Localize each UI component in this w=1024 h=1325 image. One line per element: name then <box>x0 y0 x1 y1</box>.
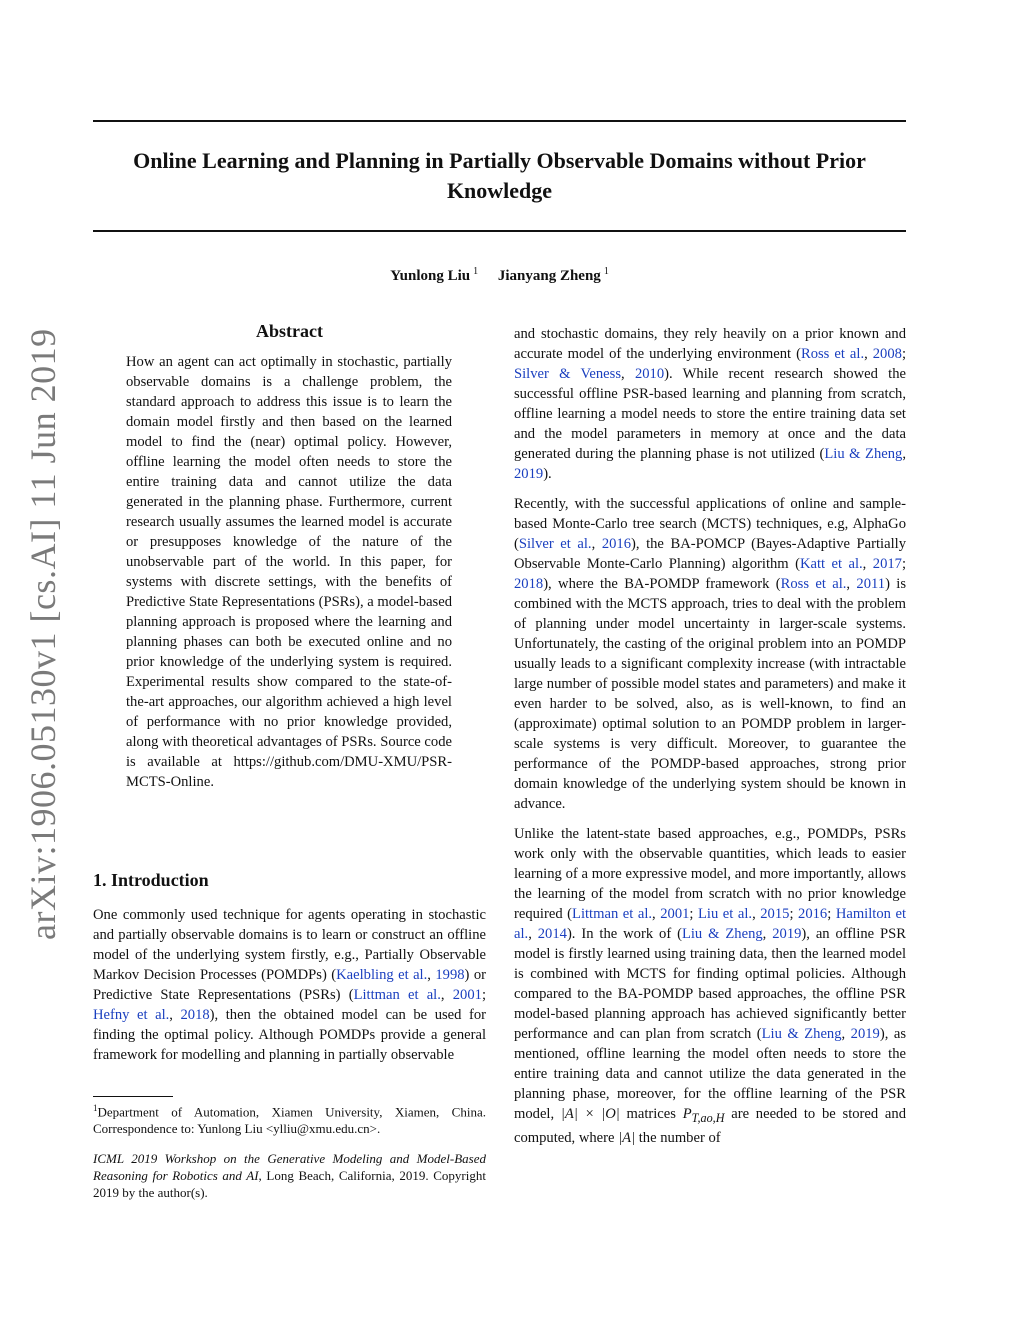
citation-link[interactable]: 2018 <box>180 1007 210 1023</box>
abstract-text: How an agent can act optimally in stochastic, partially observable domains is a challenge problem, the standard approach to address this issue is to learn the domain model firstly and then based on the learned model to find the (near) optimal policy. However, offline learning the model often needs to store the entire training data and cannot utilize the data generated in the planning phase. Furthermore, current research usually assumes the learned model is accurate or presupposes knowledge of the nature of the unobservable part of the world. In this paper, for systems with discrete settings, with the benefits of Predictive State Representations (PSRs), a model-based planning approach is proposed where the learning and planning phases can both be executed online and no prior knowledge of the underlying system is required. Experimental results show compared to the state-of-the-art approaches, our algorithm achieved a high level of performance with no prior knowledge provided, along with theoretical advantages of PSRs. Source code is available at https://github.com/DMU-XMU/PSR-MCTS-Online. <box>126 354 452 790</box>
text-run: Recently, with the successful applications of online and sample-based Monte-Carlo tree search (MCTS) techniques, e.g, AlphaGo ( <box>514 496 906 552</box>
workshop-details: , Long Beach, California, 2019. Copyright 2019 by the author(s). <box>93 1168 486 1200</box>
math-expression: |A| <box>618 1129 636 1146</box>
text-run: ), where the BA-POMDP framework ( <box>543 576 781 592</box>
text-run: ) or Predictive State Representations (PSRs) ( <box>93 967 487 1003</box>
text-run: matrices <box>619 1106 683 1122</box>
workshop-venue: ICML 2019 Workshop on the Generative Modeling and Model-Based Reasoning for Robotics and AI <box>93 1151 486 1183</box>
author-name: Yunlong Liu <box>390 268 471 284</box>
author-name: Jianyang Zheng <box>497 268 601 284</box>
citation-link[interactable]: Hefny et al. <box>93 1007 170 1023</box>
title-rule-bottom <box>93 230 906 232</box>
citation-link[interactable]: 2016 <box>798 906 828 922</box>
author-affiliation: 1 <box>603 266 609 277</box>
title-rule-top <box>93 120 906 122</box>
text-run: ; <box>827 906 836 922</box>
citation-link[interactable]: Kaelbling et al. <box>336 967 428 983</box>
citation-link[interactable]: Liu & Zheng <box>824 446 903 462</box>
text-run: , <box>652 906 661 922</box>
text-run: ). While recent research showed the successful offline PSR-based learning and planning from scratch, offline learning a model needs to store the entire training data set and the model parameters in memory at once and the data generated during the planning phase is not utilized ( <box>514 366 907 462</box>
text-run: and stochastic domains, they rely heavily on a prior known and accurate model of the underlying environment ( <box>514 326 906 362</box>
text-run: , <box>169 1007 181 1023</box>
text-run: , <box>528 926 538 942</box>
citation-link[interactable]: 2008 <box>872 346 902 362</box>
citation-link[interactable]: 2015 <box>760 906 790 922</box>
math-expression: |A| × |O| <box>560 1106 620 1122</box>
citation-link[interactable]: 2001 <box>660 906 690 922</box>
text-run: ). <box>543 466 552 482</box>
citation-link[interactable]: Ross et al. <box>780 576 847 592</box>
citation-link[interactable]: Liu et al. <box>698 906 753 922</box>
math-subscript: T,ao,H <box>691 1110 725 1125</box>
body-paragraph <box>514 824 906 1148</box>
author-list <box>93 266 906 285</box>
citation-link[interactable]: Silver et al. <box>518 536 592 552</box>
paper-title: Online Learning and Planning in Partially Observable Domains without Prior Knowledge <box>133 148 866 203</box>
citation-link[interactable]: Littman et al. <box>353 987 441 1003</box>
author <box>390 266 478 285</box>
right-column <box>514 324 906 1158</box>
body-paragraph <box>514 324 906 484</box>
text-run: ), the BA-POMCP (Bayes-Adaptive Partially Observable Monte-Carlo Planning) algorithm ( <box>514 536 906 572</box>
text-run: are needed to be stored and computed, where <box>514 1106 906 1146</box>
text-run: ), then the obtained model can be used for finding the optimal policy. Although POMDPs provide a general framework for modelling and planning in partially observable <box>93 1007 487 1063</box>
citation-link[interactable]: 2016 <box>601 536 631 552</box>
intro-paragraph <box>93 905 486 1065</box>
citation-link[interactable]: 2019 <box>772 926 802 942</box>
text-run: , <box>902 446 906 462</box>
text-run: , <box>862 556 873 572</box>
text-run: , <box>440 987 453 1003</box>
text-run: ; <box>901 556 907 572</box>
math-expression: P <box>682 1106 692 1122</box>
text-run: , <box>846 576 857 592</box>
text-run: ) is combined with the MCTS approach, tries to deal with the problem of planning under model uncertainty in larger-scale systems. Unfortunately, the casting of the original problem into an POMDP usually leads to a significant complexity increase (with intractable large number of possible model states and parameters) and make it even harder to be solved, also, as is well-known, to find an (approximate) optimal solution to an POMDP problem in larger-scale systems is very difficult. Moreover, to guarantee the performance of the POMDP-based approaches, strong prior domain knowledge of the underlying system should be known in advance. <box>514 576 906 812</box>
text-run: , <box>864 346 873 362</box>
citation-link[interactable]: Liu & Zheng <box>761 1026 842 1042</box>
text-run: , <box>841 1026 851 1042</box>
citation-link[interactable]: 2010 <box>634 366 665 382</box>
text-run: the number of <box>635 1129 721 1146</box>
author <box>498 266 609 285</box>
text-run: , <box>762 926 773 942</box>
citation-link[interactable]: 1998 <box>435 967 465 983</box>
citation-link[interactable]: Littman et al. <box>572 906 653 922</box>
citation-link[interactable]: 2019 <box>514 466 544 482</box>
text-run: One commonly used technique for agents operating in stochastic and partially observable domains is to learn or construct an offline model of the underlying system firstly, e.g., Partially Observable Markov Decision Processes (POMDPs) ( <box>93 907 486 983</box>
text-run: ; <box>901 346 906 362</box>
workshop-note <box>93 1150 486 1201</box>
author-affiliation: 1 <box>473 266 479 277</box>
citation-link[interactable]: 2019 <box>850 1026 880 1042</box>
citation-link[interactable]: 2017 <box>872 556 902 572</box>
text-run: , <box>591 536 602 552</box>
footnote-text: Department of Automation, Xiamen University, Xiamen, China. Correspondence to: Yunlong Liu <ylliu@xmu.edu.cn>. <box>93 1104 486 1137</box>
text-run: ; <box>689 906 698 922</box>
text-run: ), an offline PSR model is firstly learned using training data, then the learned model is combined with MCTS for finding optimal policies. Although compared to the BA-POMDP based approaches, the offline PSR model-based planning approach has achieved significantly better performance and can plan from scratch ( <box>514 926 907 1042</box>
citation-link[interactable]: 2018 <box>514 576 544 592</box>
citation-link[interactable]: Hamilton et al. <box>514 906 907 942</box>
arxiv-identifier: arXiv:1906.05130v1 [cs.AI] 11 Jun 2019 <box>23 328 63 940</box>
text-run: , <box>427 967 436 983</box>
footnote-mark: 1 <box>93 1103 98 1113</box>
footnote <box>93 1100 486 1137</box>
footnote-rule <box>93 1096 173 1097</box>
citation-link[interactable]: Silver & Veness <box>514 366 622 382</box>
body-paragraph <box>514 494 906 814</box>
section-heading-introduction: 1. Introduction <box>93 870 209 890</box>
citation-link[interactable]: Liu & Zheng <box>681 926 763 942</box>
text-run: ; <box>789 906 799 922</box>
text-run: ), as mentioned, offline learning the model often needs to store the entire training data and cannot utilize the data generated in the planning phase, moreover, for the offline learning of the PSR model, <box>514 1026 906 1122</box>
citation-link[interactable]: 2011 <box>856 576 886 592</box>
text-run: ). In the work of ( <box>566 926 682 942</box>
citation-link[interactable]: 2001 <box>452 987 482 1003</box>
abstract-heading: Abstract <box>256 321 323 341</box>
citation-link[interactable]: 2014 <box>537 926 567 942</box>
citation-link[interactable]: Katt et al. <box>799 556 863 572</box>
text-run: , <box>621 366 635 382</box>
text-run: , <box>752 906 761 922</box>
citation-link[interactable]: Ross et al. <box>800 346 865 362</box>
text-run: Unlike the latent-state based approaches, e.g., POMDPs, PSRs work only with the observable quantities, which leads to easier learning of a more expressive model, and more importantly, allows the learning of the model from scratch with no prior knowledge required ( <box>514 826 906 922</box>
text-run: ; <box>481 987 486 1003</box>
